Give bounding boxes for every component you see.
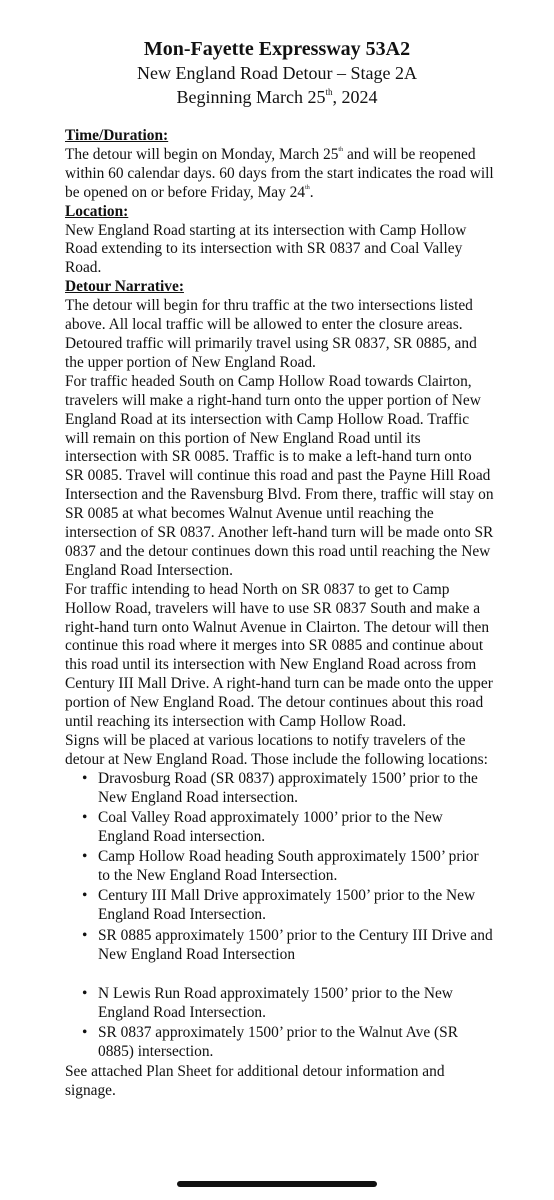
list-item: • SR 0837 approximately 1500’ prior to the Walnut Ave (SR 0885) intersection. bbox=[82, 1024, 458, 1060]
list-item: • N Lewis Run Road approximately 1500’ prior to the New England Road Intersection. bbox=[82, 984, 453, 1021]
bullet-icon: • bbox=[82, 809, 88, 827]
begin-date: Beginning March 25th, 2024 bbox=[176, 87, 378, 107]
bullet-icon: • bbox=[82, 1024, 88, 1042]
narrative-paragraph: Signs will be placed at various locations to notify travelers of the detour at New England Road. Those include the following locations: bbox=[65, 732, 488, 768]
document-header bbox=[0, 0, 554, 109]
sign-locations-list bbox=[65, 770, 494, 965]
closing-note: See attached Plan Sheet for additional detour information and signage. bbox=[65, 1063, 445, 1100]
list-item: • Camp Hollow Road heading South approximately 1500’ prior to the New England Road Intersection. bbox=[82, 848, 479, 885]
bullet-icon: • bbox=[82, 887, 88, 905]
sign-locations-list-continued bbox=[65, 985, 494, 1062]
bullet-icon: • bbox=[82, 848, 88, 866]
list-item: • Dravosburg Road (SR 0837) approximately 1500’ prior to the New England Road intersection. bbox=[82, 769, 478, 806]
location-heading: Location: bbox=[65, 202, 129, 220]
list-item: • Coal Valley Road approximately 1000’ prior to the New England Road intersection. bbox=[82, 809, 443, 845]
bullet-icon: • bbox=[82, 984, 88, 1002]
location-text: New England Road starting at its intersection with Camp Hollow Road extending to its intersection with SR 0837 and Coal Valley Road. bbox=[65, 221, 467, 277]
narrative-paragraph: For traffic intending to head North on SR 0837 to get to Camp Hollow Road, travelers will have to use SR 0837 South and make a right-hand turn onto Walnut Avenue in Clairton. The detour will then continue this road where it merges into SR 0885 and continue about this road until its intersection with New England Road across from Century III Mall Drive. A right-hand turn can be made onto the upper portion of New England Road. The detour continues about this road until reaching its intersection with Camp Hollow Road. bbox=[65, 580, 493, 731]
bullet-icon: • bbox=[82, 769, 88, 787]
document-title: Mon-Fayette Expressway 53A2 bbox=[143, 38, 411, 60]
narrative-paragraph: The detour will begin for thru traffic at the two intersections listed above. All local traffic will be allowed to enter the closure areas. Detoured traffic will primarily travel using SR 0837, SR 0885, and the upper portion of New England Road. bbox=[65, 297, 477, 371]
bullet-icon: • bbox=[82, 926, 88, 944]
list-item: • Century III Mall Drive approximately 1500’ prior to the New England Road Intersection. bbox=[82, 887, 476, 924]
home-indicator-bar[interactable] bbox=[177, 1181, 377, 1187]
document-body bbox=[65, 127, 494, 1101]
list-spacer bbox=[65, 966, 494, 985]
time-duration-heading: Time/Duration: bbox=[65, 127, 169, 144]
document-subtitle: New England Road Detour – Stage 2A bbox=[137, 63, 417, 83]
narrative-heading: Detour Narrative: bbox=[65, 278, 184, 296]
list-item: • SR 0885 approximately 1500’ prior to the Century III Drive and New England Road Intersection bbox=[82, 926, 493, 963]
time-duration-text: The detour will begin on Monday, March 25th and will be reopened within 60 calendar days. 60 days from the start indicates the road will be opened on or before Friday, May 24th. bbox=[65, 145, 494, 201]
narrative-paragraph: For traffic headed South on Camp Hollow Road towards Clairton, travelers will make a right-hand turn onto the upper portion of New England Road at its intersection with Camp Hollow Road. Traffic will remain on this portion of New England Road until its intersection with SR 0085. Traffic is to make a left-hand turn onto SR 0085. Travel will continue this road and past the Payne Hill Road Intersection and the Ravensburg Blvd. From there, traffic will stay on SR 0085 at what becomes Walnut Avenue until reaching the intersection of SR 0837. Another left-hand turn will be made onto SR 0837 and the detour continues down this road until reaching the New England Road Intersection. bbox=[65, 372, 494, 579]
